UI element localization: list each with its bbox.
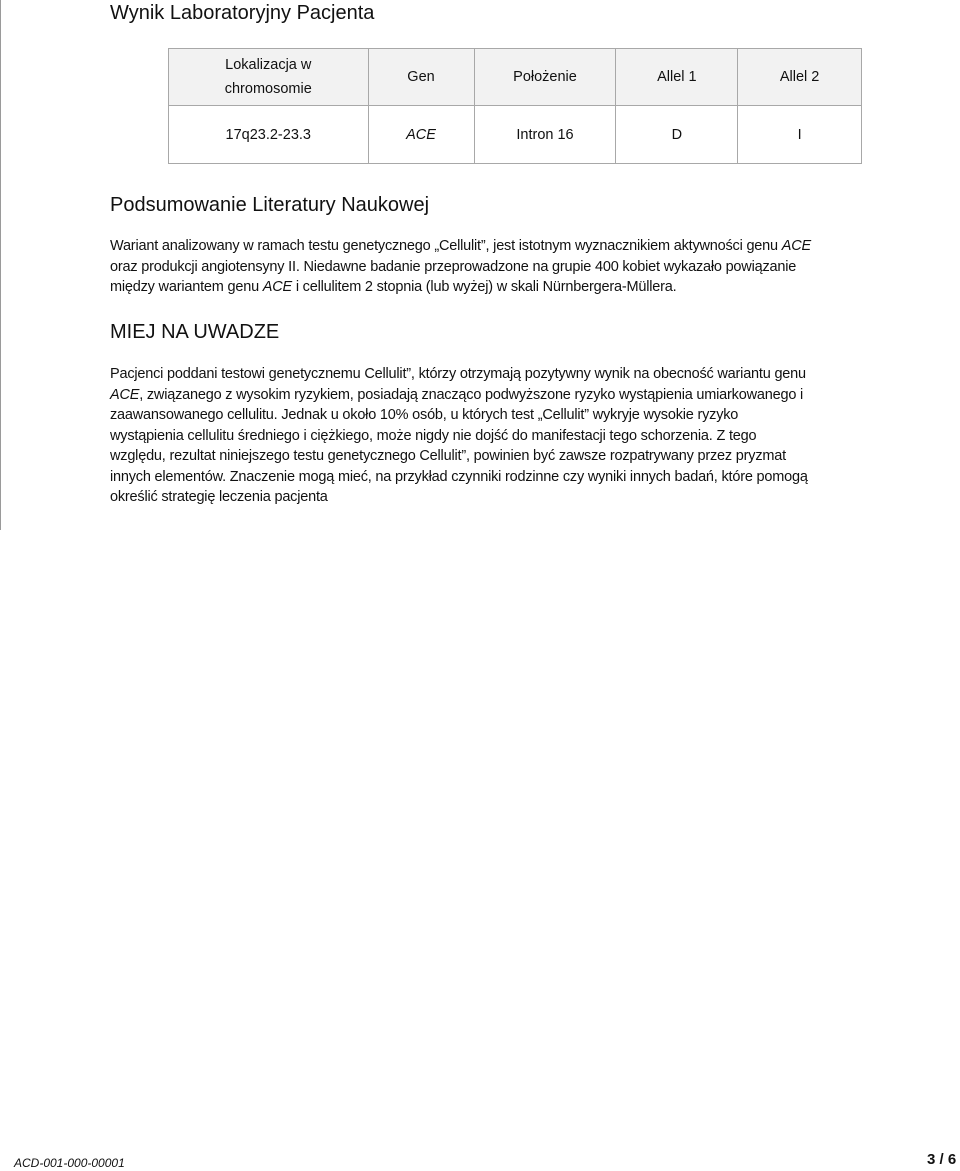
summary-line-2: oraz produkcji angiotensyny II. Niedawne badanie przeprowadzone na grupie 400 kobiet wykazało powiązanie: [110, 258, 797, 275]
notice-heading: MIEJ NA UWADZE: [110, 321, 280, 343]
header-gene: Gen: [368, 49, 474, 106]
header-allele-1: Allel 1: [616, 49, 738, 106]
table-row: [169, 106, 862, 164]
cell-chromosome-location: 17q23.2-23.3: [169, 106, 369, 164]
header-allele-2: Allel 2: [738, 49, 862, 106]
left-margin-rule: [0, 0, 1, 530]
notice-line-3: zaawansowanego cellulitu. Jednak u około 10% osób, u których test „Cellulit” wykryje wysokie ryzyko: [110, 407, 739, 423]
notice-line-5: względu, rezultat niniejszego testu genetycznego Cellulit”, powinien być zawsze rozpatrywany przez pryzmat: [110, 448, 786, 464]
notice-text: [110, 364, 850, 508]
page-number: 3 / 6: [927, 1151, 957, 1168]
gene-name-ace: ACE: [110, 386, 140, 403]
gene-name-ace: ACE: [262, 279, 292, 295]
gene-name-ace: ACE: [781, 238, 811, 254]
notice-line-4: wystąpienia cellulitu średniego i ciężkiego, może nigdy nie dojść do manifestacji tego schorzenia. Z tego: [110, 427, 757, 444]
header-location-line1: Lokalizacja w: [225, 57, 312, 73]
cell-gene: ACE: [368, 106, 474, 164]
header-location-line2: chromosomie: [224, 81, 312, 97]
document-code: ACD-001-000-00001: [14, 1156, 125, 1170]
summary-line-3-end: i cellulitem 2 stopnia (lub wyżej) w skali Nürnbergera-Müllera.: [291, 279, 677, 295]
summary-line-3-start: między wariantem genu: [110, 279, 263, 295]
summary-line-1-text: Wariant analizowany w ramach testu genetycznego „Cellulit”, jest istotnym wyznacznikiem aktywności genu: [110, 238, 782, 254]
literature-summary-text: [110, 236, 850, 298]
table-header-row: [169, 49, 862, 106]
summary-line-3: [110, 277, 850, 298]
page-title: Wynik Laboratoryjny Pacjenta: [110, 2, 375, 24]
cell-allele-1: D: [616, 106, 738, 164]
notice-line-7: określić strategię leczenia pacjenta: [110, 489, 328, 505]
cell-allele-2: I: [738, 106, 862, 164]
cell-position: Intron 16: [474, 106, 616, 164]
header-chromosome-location: [169, 49, 369, 106]
literature-summary-heading: Podsumowanie Literatury Naukowej: [110, 194, 430, 216]
notice-line-2-text: , związanego z wysokim ryzykiem, posiadają znacząco podwyższone ryzyko wystąpienia umiarkowanego i: [139, 386, 804, 403]
genotype-table: [168, 48, 862, 164]
header-position: Położenie: [474, 49, 616, 106]
notice-line-2: [110, 385, 850, 406]
notice-line-6: innych elementów. Znaczenie mogą mieć, na przykład czynniki rodzinne czy wyniki innych badań, które pomogą: [110, 468, 808, 485]
summary-line-1: [110, 236, 850, 257]
notice-line-1: Pacjenci poddani testowi genetycznemu Cellulit”, którzy otrzymają pozytywny wynik na obecność wariantu genu: [110, 366, 806, 382]
